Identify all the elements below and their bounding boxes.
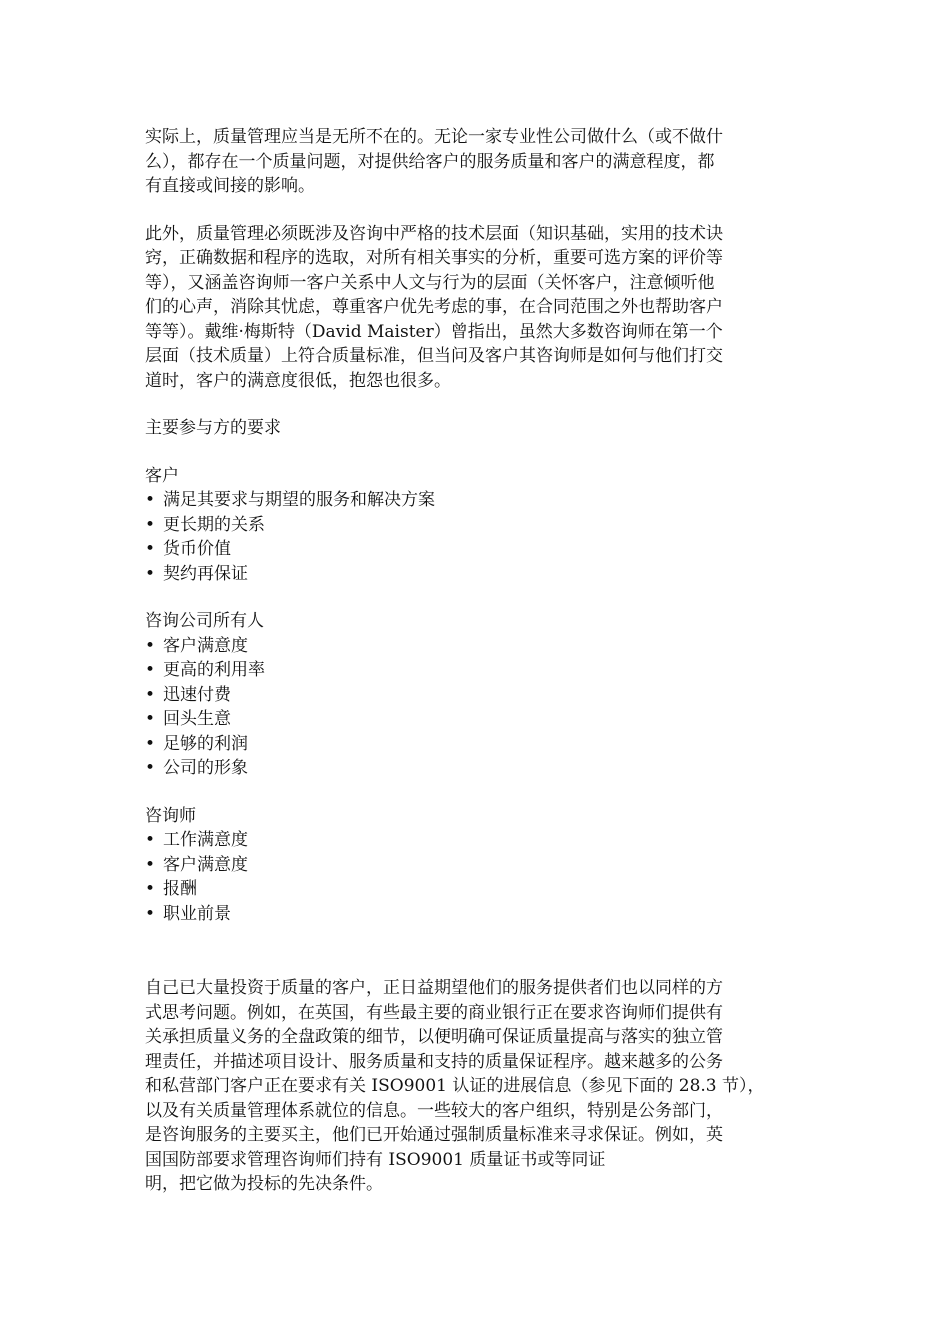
bullet-icon: • <box>145 903 156 924</box>
list-item-text: 满足其要求与期望的服务和解决方案 <box>163 490 435 510</box>
paragraph-technical-and-human <box>145 222 810 394</box>
bullet-icon: • <box>145 563 156 584</box>
bullet-icon: • <box>145 709 156 729</box>
bullet-icon: • <box>145 854 156 875</box>
text-line: 此外，质量管理必须既涉及咨询中严格的技术层面（知识基础，实用的技术诀 <box>145 223 723 244</box>
bullet-icon: • <box>145 514 156 535</box>
list-item-text: 货币价值 <box>163 539 231 559</box>
list-item-text: 更长期的关系 <box>163 514 265 535</box>
list-item-text: 迅速付费 <box>163 684 231 705</box>
list-item <box>145 634 810 659</box>
list-item <box>145 877 810 902</box>
requirements-list <box>145 488 810 586</box>
section-heading: 主要参与方的要求 <box>145 418 281 438</box>
group-title: 咨询公司所有人 <box>145 611 264 631</box>
group-clients <box>145 464 810 587</box>
group-firm-owners <box>145 609 810 781</box>
bullet-icon: • <box>145 733 156 754</box>
bullet-icon: • <box>145 635 156 656</box>
requirements-list <box>145 634 810 781</box>
text-line: 自己已大量投资于质量的客户，正日益期望他们的服务提供者们也以同样的方 <box>145 978 723 998</box>
list-item-text: 回头生意 <box>163 709 231 729</box>
text-line: 和私营部门客户正在要求有关 ISO9001 认证的进展信息（参见下面的 28.3 节）， <box>145 1076 765 1096</box>
text-line: 明，把它做为投标的先决条件。 <box>145 1174 383 1194</box>
text-line: 国国防部要求管理咨询师们持有 ISO9001 质量证书或等同证 <box>145 1149 606 1170</box>
list-item <box>145 853 810 878</box>
requirements-list <box>145 828 810 926</box>
list-item-text: 客户满意度 <box>163 635 248 656</box>
text-line: 道时，客户的满意度很低，抱怨也很多。 <box>145 370 451 391</box>
list-item <box>145 658 810 683</box>
list-item <box>145 902 810 927</box>
bullet-icon: • <box>145 539 156 559</box>
text-line: 等），又涵盖咨询师一客户关系中人文与行为的层面（关怀客户，注意倾听他 <box>145 272 715 293</box>
bullet-icon: • <box>145 660 156 680</box>
list-item <box>145 707 810 732</box>
text-line: 理责任，并描述项目设计、服务质量和支持的质量保证程序。越来越多的公务 <box>145 1051 723 1072</box>
bullet-icon: • <box>145 830 156 850</box>
spacer <box>145 949 810 976</box>
text-line: 么），都存在一个质量问题，对提供给客户的服务质量和客户的满意程度，都 <box>145 151 715 172</box>
list-item-text: 职业前景 <box>163 903 231 924</box>
list-item-text: 工作满意度 <box>163 830 248 850</box>
group-title: 客户 <box>145 465 179 486</box>
bullet-icon: • <box>145 490 156 510</box>
list-item <box>145 756 810 781</box>
text-line: 是咨询服务的主要买主，他们已开始通过强制质量标准来寻求保证。例如，英 <box>145 1125 723 1145</box>
list-item-text: 足够的利润 <box>163 733 248 754</box>
list-item-text: 更高的利用率 <box>163 660 265 680</box>
group-title: 咨询师 <box>145 805 196 826</box>
text-line: 以及有关质量管理体系就位的信息。一些较大的客户组织，特别是公务部门， <box>145 1100 723 1121</box>
group-consultants <box>145 804 810 927</box>
list-item-text: 契约再保证 <box>163 563 248 584</box>
document-page <box>145 125 810 1220</box>
list-item <box>145 562 810 587</box>
bullet-icon: • <box>145 684 156 705</box>
list-item <box>145 683 810 708</box>
list-item-text: 报酬 <box>163 879 197 899</box>
text-line: 式思考问题。例如，在英国，有些最主要的商业银行正在要求咨询师们提供有 <box>145 1002 723 1023</box>
text-line: 们的心声，消除其忧虑，尊重客户优先考虑的事，在合同范围之外也帮助客户 <box>145 297 723 317</box>
list-item <box>145 537 810 562</box>
text-line: 有直接或间接的影响。 <box>145 176 315 196</box>
bullet-icon: • <box>145 758 156 778</box>
text-line: 关承担质量义务的全盘政策的细节，以便明确可保证质量提高与落实的独立管 <box>145 1027 723 1047</box>
paragraph-quality-everywhere <box>145 125 810 199</box>
list-item <box>145 828 810 853</box>
text-line: 层面（技术质量）上符合质量标准，但当问及客户其咨询师是如何与他们打交 <box>145 346 723 366</box>
paragraph-client-expectations <box>145 976 810 1197</box>
bullet-icon: • <box>145 879 156 899</box>
list-item-text: 客户满意度 <box>163 854 248 875</box>
text-line: 窍，正确数据和程序的选取，对所有相关事实的分析，重要可选方案的评价等 <box>145 248 723 268</box>
text-line: 等等）。戴维·梅斯特（David Maister）曾指出，虽然大多数咨询师在第一个 <box>145 321 723 342</box>
text-line: 实际上，质量管理应当是无所不在的。无论一家专业性公司做什么（或不做什 <box>145 127 723 147</box>
list-item <box>145 513 810 538</box>
list-item <box>145 732 810 757</box>
list-item-text: 公司的形象 <box>163 758 248 778</box>
list-item <box>145 488 810 513</box>
